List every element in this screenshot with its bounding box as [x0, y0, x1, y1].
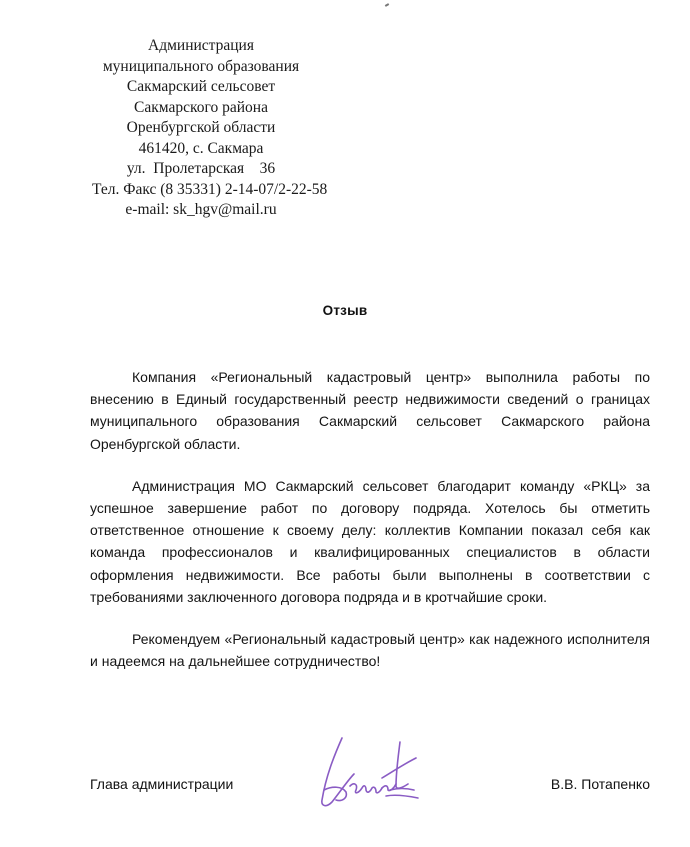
- letterhead-org: Администрация: [148, 37, 254, 54]
- paragraph-recommendation: Рекомендуем «Региональный кадастровый центр» как надежного исполнителя и надеемся на дальнейшее сотрудничество!: [90, 631, 650, 670]
- signatory-name: В.В. Потапенко: [550, 776, 650, 792]
- letterhead-region: Оренбургской области: [126, 119, 276, 136]
- letterhead-street: ул. Пролетарская 36: [126, 160, 276, 177]
- paragraph-work-done: Компания «Региональный кадастровый центр» выполнила работы по внесению в Единый государственный реестр недвижимости сведений о границах муниципального образования Сакмарский сельсовет Сакмарского района Оренбургской области.: [90, 369, 650, 452]
- signatory-position: Глава администрации: [90, 776, 234, 792]
- paragraph-gratitude: Администрация МО Сакмарский сельсовет благодарит команду «РКЦ» за успешное завершение работ по договору подряда. Хотелось бы отметить ответственное отношение к своему делу: коллектив Компании показал себя как команда профессионалов и квалифицированных специалистов в области оформления недвижимости. Все работы были выполнены в соответствии с требованиями заключенного договора подряда и в кротчайшие сроки.: [90, 477, 650, 605]
- letterhead-postcode: 461420, с. Сакмара: [138, 139, 264, 157]
- letterhead-phone: Тел. Факс (8 35331) 2-14-07/2-22-58: [92, 180, 328, 198]
- letterhead-municipality: муниципального образования: [102, 57, 300, 75]
- letter-body: [90, 366, 650, 692]
- stray-mark: [385, 3, 389, 7]
- document-title: Отзыв: [322, 303, 368, 318]
- letterhead-council: Сакмарский сельсовет: [126, 78, 276, 95]
- closing-block: [90, 776, 650, 806]
- letterhead-email: e-mail: sk_hgv@mail.ru: [125, 201, 277, 218]
- letterhead-district: Сакмарского района: [134, 98, 268, 116]
- letterhead: [92, 36, 328, 221]
